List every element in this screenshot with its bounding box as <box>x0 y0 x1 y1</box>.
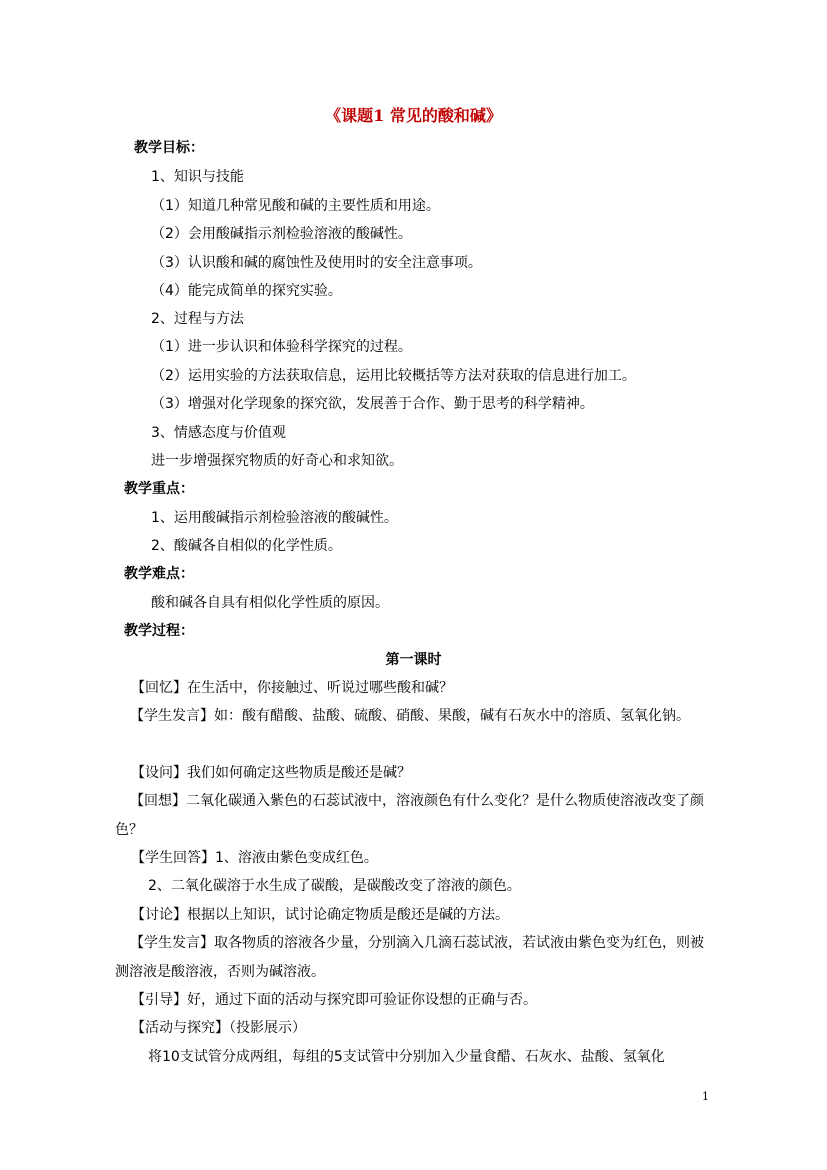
goal-1-item-3: （3）认识酸和碱的腐蚀性及使用时的安全注意事项。 <box>151 255 482 271</box>
goal-2-item-2: （2）运用实验的方法获取信息，运用比较概括等方法对获取的信息进行加工。 <box>151 368 636 384</box>
goal-1-item-4: （4）能完成简单的探究实验。 <box>151 283 342 299</box>
document-title: 《课题1 常见的酸和碱》 <box>325 106 502 125</box>
paragraph: 【设问】我们如何确定这些物质是酸还是碱？ <box>131 765 411 781</box>
goal-1: 1、知识与技能 <box>151 169 244 185</box>
process-heading: 教学过程： <box>124 623 194 639</box>
goal-2-item-1: （1）进一步认识和体验科学探究的过程。 <box>151 339 412 355</box>
goal-1-item-1: （1）知道几种常见酸和碱的主要性质和用途。 <box>151 198 440 214</box>
paragraph: 【回忆】在生活中，你接触过、听说过哪些酸和碱？ <box>131 680 453 696</box>
key-points-heading: 教学重点： <box>124 481 194 497</box>
difficulty-1: 酸和碱各自具有相似化学性质的原因。 <box>151 595 389 611</box>
paragraph: 【学生发言】如：酸有醋酸、盐酸、硫酸、硝酸、果酸，碱有石灰水中的溶质、氢氧化钠。 <box>130 708 690 724</box>
difficulties-heading: 教学难点： <box>124 566 194 582</box>
paragraph: 【回想】二氧化碳通入紫色的石蕊试液中，溶液颜色有什么变化？是什么物质使溶液改变了颜色？ <box>115 793 704 838</box>
paragraph: 2、二氧化碳溶于水生成了碳酸，是碳酸改变了溶液的颜色。 <box>148 878 521 894</box>
paragraph: 【学生发言】取各物质的溶液各少量，分别滴入几滴石蕊试液，若试液由紫色变为红色，则被测溶液是酸溶液，否则为碱溶液。 <box>115 935 704 980</box>
lesson-title: 第一课时 <box>385 652 442 668</box>
goal-3: 3、情感态度与价值观 <box>151 425 286 441</box>
key-point-2: 2、酸碱各自相似的化学性质。 <box>151 538 342 554</box>
paragraph: 【引导】好，通过下面的活动与探究即可验证你设想的正确与否。 <box>131 992 537 1008</box>
goals-heading: 教学目标： <box>134 140 204 156</box>
goal-2-item-3: （3）增强对化学现象的探究欲，发展善于合作、勤于思考的科学精神。 <box>151 396 594 412</box>
goal-1-item-2: （2）会用酸碱指示剂检验溶液的酸碱性。 <box>151 226 412 242</box>
paragraph: 【讨论】根据以上知识，试讨论确定物质是酸还是碱的方法。 <box>131 907 509 923</box>
page-number: 1 <box>702 1090 709 1103</box>
paragraph: 【活动与探究】（投影展示） <box>131 1020 306 1036</box>
goal-2: 2、过程与方法 <box>151 311 244 327</box>
goal-3-item-1: 进一步增强探究物质的好奇心和求知欲。 <box>151 453 403 469</box>
paragraph: 将10支试管分成两组，每组的5支试管中分别加入少量食醋、石灰水、盐酸、氢氧化 <box>148 1049 665 1065</box>
key-point-1: 1、运用酸碱指示剂检验溶液的酸碱性。 <box>151 510 398 526</box>
paragraph: 【学生回答】1、溶液由紫色变成红色。 <box>131 850 378 866</box>
